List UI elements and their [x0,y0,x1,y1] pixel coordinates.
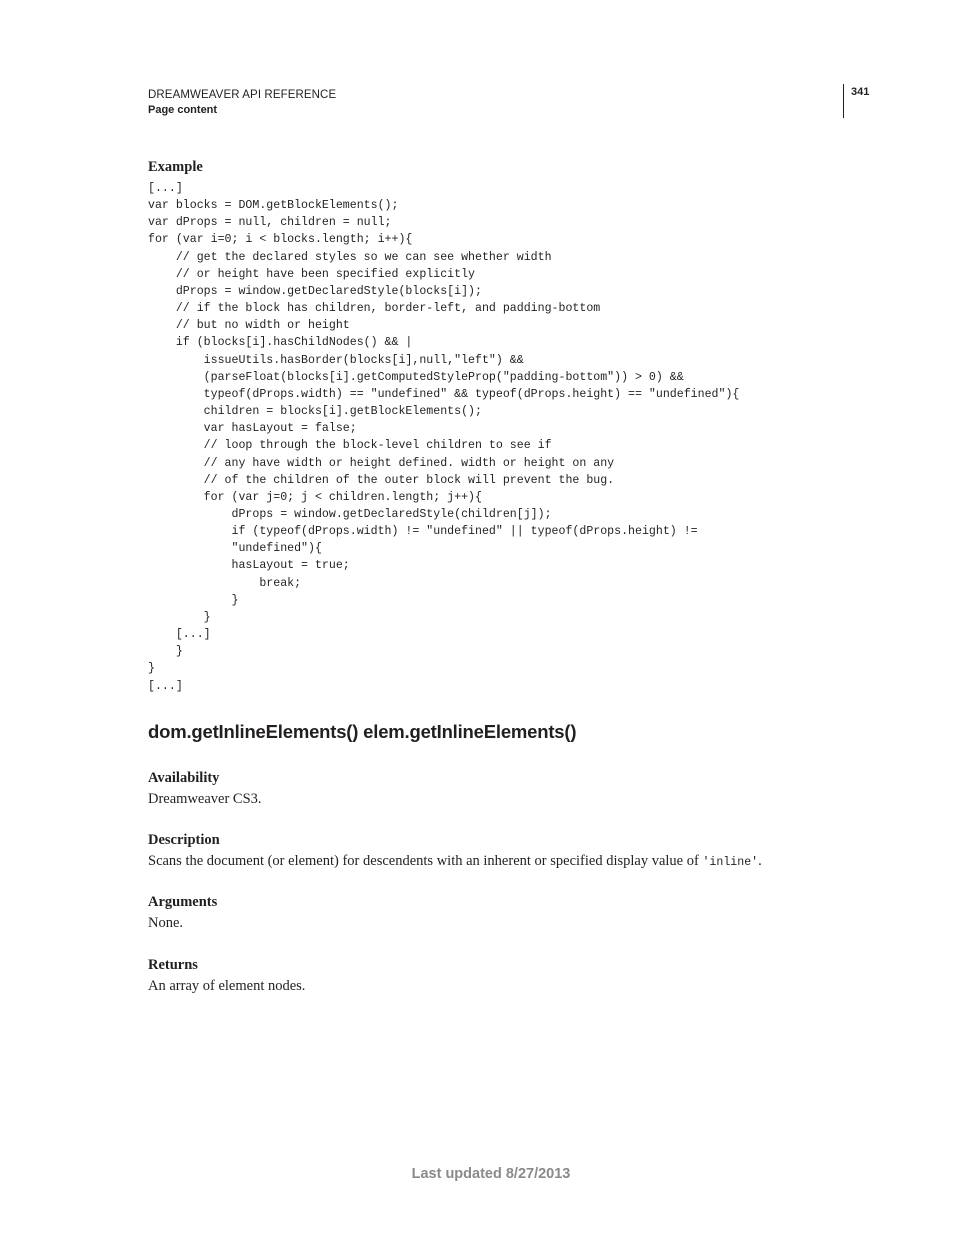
description-period: . [758,853,762,869]
example-code: [...] var blocks = DOM.getBlockElements(); var dProps = null, children = null; for (var i=0; i < blocks.length; i++){ // get the declared styles so we can see whether width // or height have been specified explicitly dProps = window.getDeclaredStyle(blocks[i]); // if the block has children, border-left, and padding-bottom // but no width or height if (blocks[i].hasChildNodes() && | issueUtils.hasBorder(blocks[i],null,"left") && (parseFloat(blocks[i].getComputedStyleProp("padding-bottom")) > 0) && typeof(dProps.width) == "undefined" && typeof(dProps.height) == "undefined"){ children = blocks[i].getBlockElements(); var hasLayout = false; // loop through the block-level children to see if // any have width or height defined. width or height on any // of the children of the outer block will prevent the bug. for (var j=0; j < children.length; j++){ dProps = window.getDeclaredStyle(children[j]); if (typeof(dProps.width) != "undefined" || typeof(dProps.height) != "undefined"){ hasLayout = true; break; } } [...] } } [...] [148,182,740,693]
header-divider [843,84,844,118]
document-title: DREAMWEAVER API REFERENCE [148,89,337,101]
page-number: 341 [851,86,870,98]
footer-last-updated: Last updated 8/27/2013 [411,1166,571,1182]
availability-label: Availability [148,770,220,786]
example-label: Example [148,159,203,175]
returns-label: Returns [148,957,198,973]
description-code: 'inline' [702,856,759,869]
arguments-text: None. [148,915,184,931]
description-body: Scans the document (or element) for descendents with an inherent or specified display value of [148,853,703,869]
description-label: Description [148,832,220,848]
chapter-title: Page content [148,104,218,116]
arguments-label: Arguments [148,894,218,910]
description-text [148,852,762,872]
returns-text: An array of element nodes. [148,978,306,994]
availability-text: Dreamweaver CS3. [148,791,262,807]
page-header [148,87,336,118]
function-heading: dom.getInlineElements() elem.getInlineElements() [148,721,577,742]
